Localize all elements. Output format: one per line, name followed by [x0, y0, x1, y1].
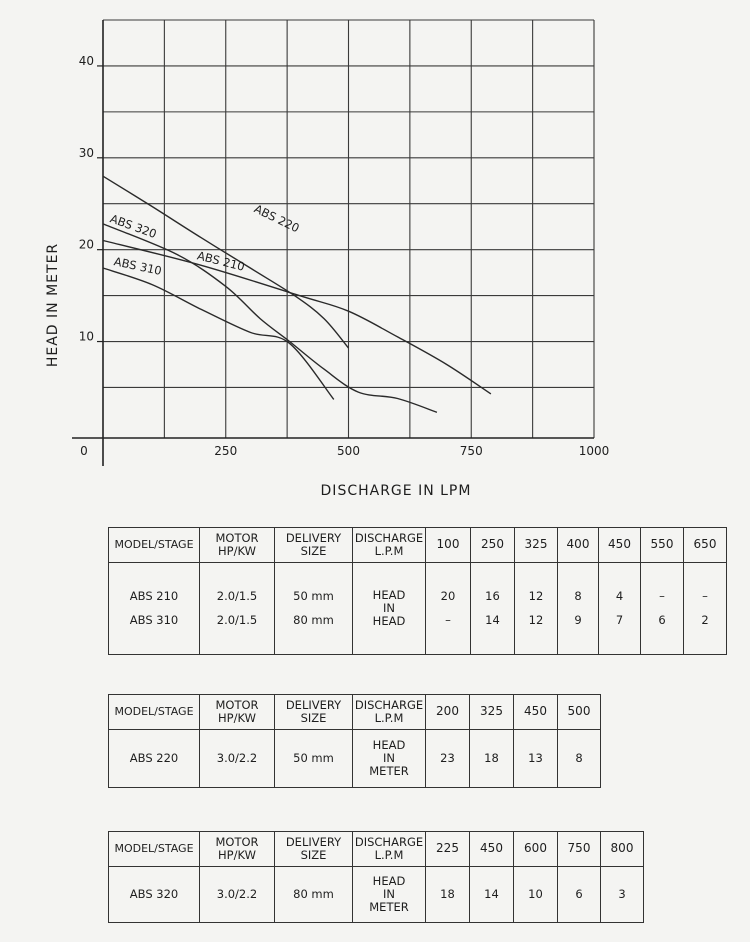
flow-header: 750: [558, 832, 601, 867]
model-header: MODEL/STAGE: [109, 528, 200, 563]
discharge-header: DISCHARGE L.P.M: [353, 695, 426, 730]
value-cell: 20 –: [426, 563, 471, 655]
model-cell: ABS 210 ABS 310: [109, 563, 200, 655]
value-cell: 18: [426, 867, 470, 923]
x-tick-label: 500: [337, 444, 360, 458]
value-cell: 16 14: [471, 563, 515, 655]
curve-abs-310: [103, 268, 334, 399]
motor-header: MOTOR HP/KW: [200, 695, 275, 730]
flow-header: 325: [470, 695, 514, 730]
curve-label: ABS 220: [251, 201, 302, 236]
value-cell: 6: [558, 867, 601, 923]
flow-header: 450: [599, 528, 641, 563]
spec-table-2: [108, 694, 601, 788]
value-cell: 8: [558, 730, 601, 788]
model-cell: ABS 320: [109, 867, 200, 923]
value-cell: 8 9: [558, 563, 599, 655]
value-cell: – 6: [641, 563, 684, 655]
size-cell: 50 mm 80 mm: [275, 563, 353, 655]
table-header-row: [109, 695, 601, 730]
delivery-header: DELIVERY SIZE: [275, 832, 353, 867]
table-body-row: [109, 563, 727, 655]
flow-header: 450: [470, 832, 514, 867]
value-cell: 14: [470, 867, 514, 923]
flow-header: 200: [426, 695, 470, 730]
curve-label: ABS 320: [108, 211, 159, 242]
motor-cell: 3.0/2.2: [200, 730, 275, 788]
flow-header: 600: [514, 832, 558, 867]
table-header-row: [109, 832, 644, 867]
y-tick-label: 20: [78, 237, 94, 252]
curve-label: ABS 210: [195, 248, 247, 274]
x-tick-label: 0: [80, 444, 88, 458]
flow-header: 325: [515, 528, 558, 563]
y-tick-label: 40: [78, 53, 94, 68]
flow-header: 250: [471, 528, 515, 563]
size-cell: 50 mm: [275, 730, 353, 788]
spec-table-1: [108, 527, 727, 655]
value-cell: 18: [470, 730, 514, 788]
flow-header: 550: [641, 528, 684, 563]
discharge-header: DISCHARGE L.P.M: [353, 832, 426, 867]
flow-header: 225: [426, 832, 470, 867]
value-cell: 23: [426, 730, 470, 788]
flow-header: 800: [601, 832, 644, 867]
tick-labels: [79, 54, 610, 458]
flow-header: 100: [426, 528, 471, 563]
flow-header: 500: [558, 695, 601, 730]
value-cell: 10: [514, 867, 558, 923]
table-header-row: [109, 528, 727, 563]
table-body-row: [109, 867, 644, 923]
motor-cell: 2.0/1.5 2.0/1.5: [200, 563, 275, 655]
delivery-header: DELIVERY SIZE: [275, 528, 353, 563]
model-header: MODEL/STAGE: [109, 832, 200, 867]
value-cell: 4 7: [599, 563, 641, 655]
x-tick-label: 250: [214, 444, 238, 458]
value-cell: 12 12: [515, 563, 558, 655]
model-header: MODEL/STAGE: [109, 695, 200, 730]
model-cell: ABS 220: [109, 730, 200, 788]
delivery-header: DELIVERY SIZE: [275, 695, 353, 730]
x-tick-label: 750: [459, 444, 483, 458]
value-cell: 3: [601, 867, 644, 923]
head-label-cell: HEAD IN HEAD: [353, 563, 426, 655]
value-cell: – 2: [684, 563, 727, 655]
motor-header: MOTOR HP/KW: [200, 528, 275, 563]
y-tick-label: 30: [78, 145, 94, 160]
chart-grid: [103, 20, 594, 438]
curves: [103, 176, 491, 412]
head-label-cell: HEAD IN METER: [353, 867, 426, 923]
curve-label: ABS 310: [112, 254, 163, 278]
x-tick-label: 1000: [578, 444, 610, 458]
motor-header: MOTOR HP/KW: [200, 832, 275, 867]
motor-cell: 3.0/2.2: [200, 867, 275, 923]
flow-header: 650: [684, 528, 727, 563]
flow-header: 450: [514, 695, 558, 730]
head-label-cell: HEAD IN METER: [353, 730, 426, 788]
size-cell: 80 mm: [275, 867, 353, 923]
table-body-row: [109, 730, 601, 788]
discharge-header: DISCHARGE L.P.M: [353, 528, 426, 563]
x-axis-label: DISCHARGE IN LPM: [320, 483, 472, 499]
flow-header: 400: [558, 528, 599, 563]
y-tick-label: 10: [78, 329, 94, 344]
y-axis-label: HEAD IN METER: [45, 242, 61, 368]
spec-table-3: [108, 831, 644, 923]
value-cell: 13: [514, 730, 558, 788]
